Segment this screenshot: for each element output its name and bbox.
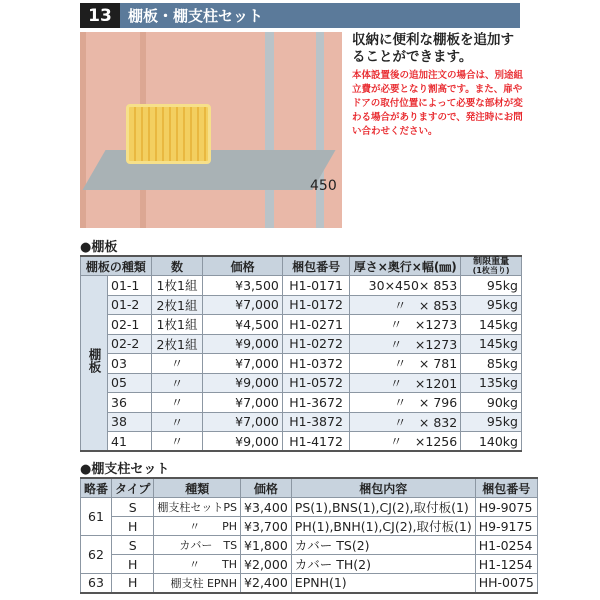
table-cell: S	[112, 498, 154, 517]
col-header: 梱包番号	[282, 256, 349, 276]
table-row	[81, 373, 522, 393]
table-cell: H	[112, 574, 154, 593]
table-cell: H1-3872	[282, 412, 349, 432]
table-row	[81, 536, 538, 555]
table-cell: 03	[108, 354, 152, 374]
table-row	[81, 432, 522, 452]
table-cell: 2枚1組	[151, 295, 203, 315]
table-cell: 2枚1組	[151, 334, 203, 354]
table-cell: 〃 ×1273	[350, 334, 461, 354]
table-cell: 1枚1組	[151, 315, 203, 335]
col-header: 略番	[81, 478, 112, 498]
col-header: 厚さ×奥行×幅(㎜)	[350, 256, 461, 276]
table-cell: 38	[108, 412, 152, 432]
table-cell: 95kg	[461, 412, 522, 432]
table-cell: HH-0075	[475, 574, 537, 593]
table-cell: 85kg	[461, 354, 522, 374]
table-cell: 95kg	[461, 295, 522, 315]
table-row	[81, 393, 522, 413]
table-cell: 棚支柱 EPNH	[154, 574, 241, 593]
table-cell: H1-0272	[282, 334, 349, 354]
table-cell: H1-0372	[282, 354, 349, 374]
col-header: 梱包内容	[291, 478, 475, 498]
table-row	[81, 517, 538, 536]
col-header: 価格	[241, 478, 292, 498]
table-cell: 140kg	[461, 432, 522, 452]
table-cell: 90kg	[461, 393, 522, 413]
table-cell: 61	[81, 498, 112, 536]
table-row	[81, 295, 522, 315]
col-header: 価格	[203, 256, 283, 276]
table-cell: 02-1	[108, 315, 152, 335]
table-cell: H1-1254	[475, 555, 537, 574]
table-cell: PH(1),BNH(1),CJ(2),取付板(1)	[291, 517, 475, 536]
weight-subheader: (1枚当り)	[472, 266, 510, 275]
col-header	[461, 256, 522, 276]
table-cell: 135kg	[461, 373, 522, 393]
table-cell: 02-2	[108, 334, 152, 354]
col-header: 数	[151, 256, 203, 276]
table-cell: 63	[81, 574, 112, 593]
table-cell: 〃 × 853	[350, 295, 461, 315]
table-cell: EPNH(1)	[291, 574, 475, 593]
table-cell: 〃	[151, 432, 203, 452]
section-header	[80, 3, 520, 28]
group-label-text: 棚板	[87, 347, 102, 373]
product-photo	[80, 32, 342, 228]
table-cell: ¥7,000	[203, 412, 283, 432]
table-cell: 05	[108, 373, 152, 393]
posts-section-title: ●棚支柱セット	[80, 462, 170, 477]
dimension-label: 450	[310, 178, 337, 194]
table-row	[81, 412, 522, 432]
table-cell: 〃	[151, 412, 203, 432]
table-cell: 〃	[151, 393, 203, 413]
table-cell: 145kg	[461, 334, 522, 354]
table-cell: 棚支柱セットPS	[154, 498, 241, 517]
table-cell: ¥4,500	[203, 315, 283, 335]
table-cell: H1-3672	[282, 393, 349, 413]
table-cell: 〃 TH	[154, 555, 241, 574]
table-cell: ¥3,500	[203, 276, 283, 296]
table-row	[81, 315, 522, 335]
table-cell: 〃 × 781	[350, 354, 461, 374]
table-cell: 30×450× 853	[350, 276, 461, 296]
section-title: 棚板・棚支柱セット	[128, 7, 264, 25]
table-cell: カバー TS(2)	[291, 536, 475, 555]
table-row	[81, 574, 538, 593]
table-cell: 41	[108, 432, 152, 452]
table-cell: 36	[108, 393, 152, 413]
table-cell: 〃 ×1273	[350, 315, 461, 335]
table-cell: ¥7,000	[203, 354, 283, 374]
table-cell: 〃 PH	[154, 517, 241, 536]
table-row	[81, 555, 538, 574]
col-header: 種類	[154, 478, 241, 498]
section-number: 13	[80, 3, 120, 28]
table-cell: 145kg	[461, 315, 522, 335]
table-cell: 〃 ×1201	[350, 373, 461, 393]
table-cell: ¥7,000	[203, 295, 283, 315]
table-cell: ¥1,800	[241, 536, 292, 555]
table-cell: ¥3,400	[241, 498, 292, 517]
table-cell: H9-9175	[475, 517, 537, 536]
table-cell: H	[112, 555, 154, 574]
table-cell: 62	[81, 536, 112, 574]
table-cell: ¥7,000	[203, 393, 283, 413]
posts-table	[80, 477, 538, 594]
table-cell: ¥2,400	[241, 574, 292, 593]
table-cell: ¥2,000	[241, 555, 292, 574]
table-cell: カバー TS	[154, 536, 241, 555]
table-row	[81, 276, 522, 296]
table-cell: カバー TH(2)	[291, 555, 475, 574]
table-cell: H1-0171	[282, 276, 349, 296]
shelves-section-title: ●棚板	[80, 240, 118, 255]
weight-header: 制限重量	[473, 257, 510, 267]
table-cell: 〃 ×1256	[350, 432, 461, 452]
table-cell: 01-1	[108, 276, 152, 296]
table-cell: H1-0271	[282, 315, 349, 335]
col-header: 梱包番号	[475, 478, 537, 498]
intro	[352, 32, 524, 139]
table-cell: H1-4172	[282, 432, 349, 452]
table-cell: PS(1),BNS(1),CJ(2),取付板(1)	[291, 498, 475, 517]
group-label	[81, 276, 108, 452]
table-cell: H	[112, 517, 154, 536]
table-row	[81, 334, 522, 354]
table-cell: H1-0172	[282, 295, 349, 315]
basket	[126, 104, 211, 164]
table-cell: ¥3,700	[241, 517, 292, 536]
table-cell: 95kg	[461, 276, 522, 296]
table-cell: 〃 × 832	[350, 412, 461, 432]
table-cell: 〃 × 796	[350, 393, 461, 413]
table-cell: 〃	[151, 354, 203, 374]
intro-note: 本体設置後の追加注文の場合は、別途組立費が必要となり割高です。また、扉やドアの取付位置によって必要な部材が変わる場合がありますので、発注時にお問い合わせください。	[352, 70, 524, 137]
shelves-table	[80, 255, 522, 452]
col-header: 棚板の種類	[81, 256, 152, 276]
table-cell: S	[112, 536, 154, 555]
table-cell: H9-9075	[475, 498, 537, 517]
table-cell: H1-0572	[282, 373, 349, 393]
table-row	[81, 498, 538, 517]
table-cell: 01-2	[108, 295, 152, 315]
table-cell: ¥9,000	[203, 334, 283, 354]
col-header: タイプ	[112, 478, 154, 498]
table-cell: 1枚1組	[151, 276, 203, 296]
intro-lead: 収納に便利な棚板を追加することができます。	[352, 32, 514, 65]
table-cell: 〃	[151, 373, 203, 393]
table-cell: ¥9,000	[203, 432, 283, 452]
table-row	[81, 354, 522, 374]
table-cell: ¥9,000	[203, 373, 283, 393]
table-cell: H1-0254	[475, 536, 537, 555]
